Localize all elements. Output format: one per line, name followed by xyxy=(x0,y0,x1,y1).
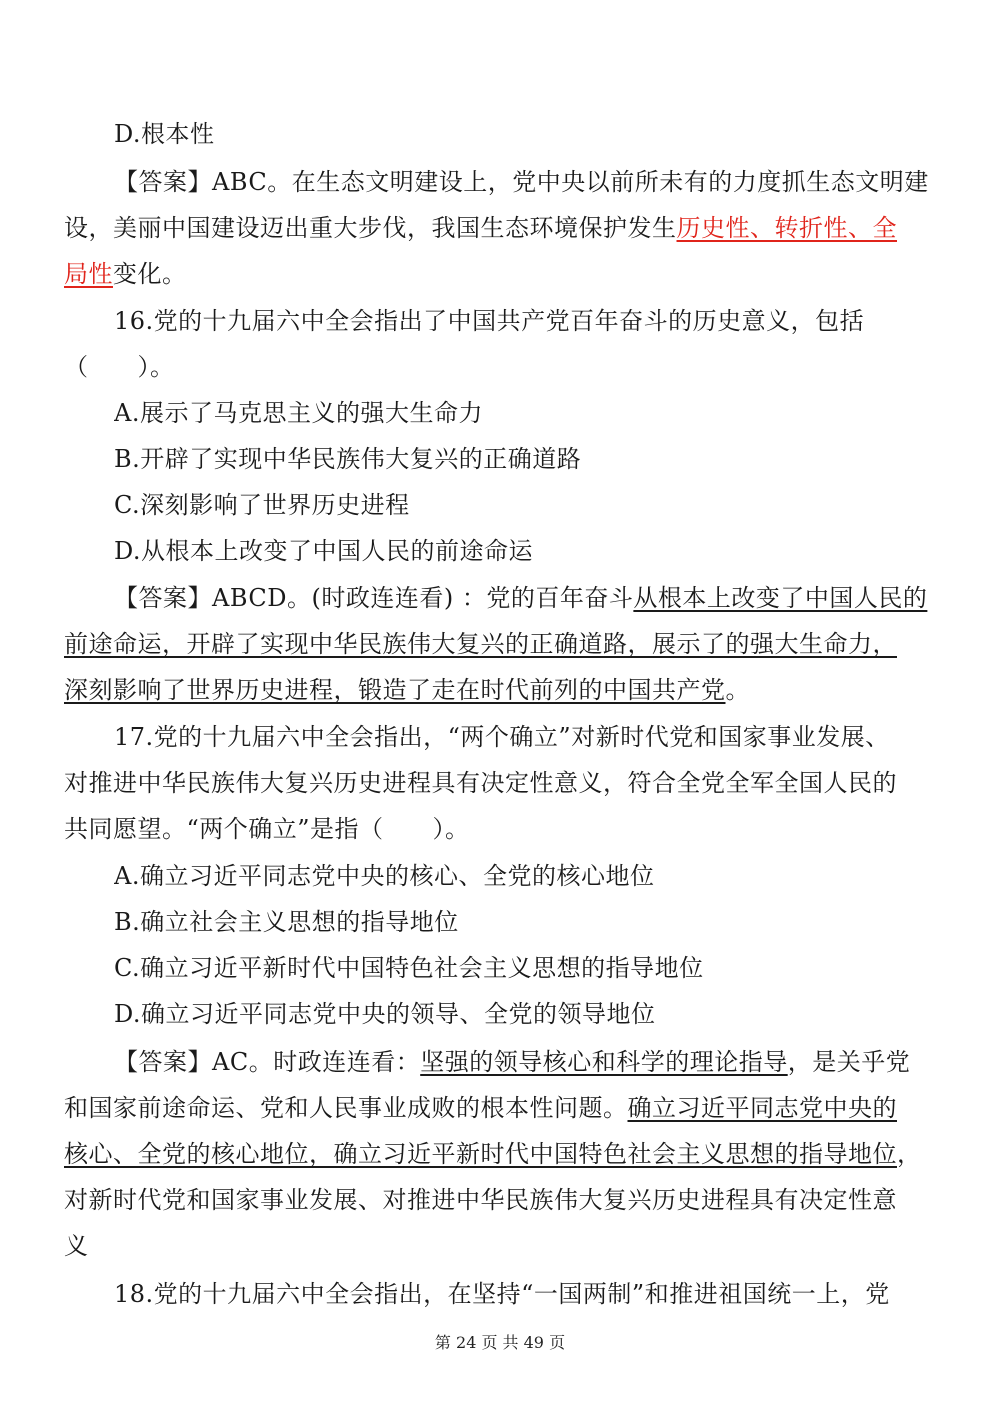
option-b-q16 xyxy=(114,443,982,475)
highlight-text: 历史性、转折性、全 xyxy=(676,214,897,242)
underlined-text: 坚强的领导核心和科学的理论指导 xyxy=(420,1048,788,1076)
answer-text: ，是关乎党 xyxy=(787,1048,911,1076)
option-text: C.确立习近平新时代中国特色社会主义思想的指导地位 xyxy=(114,954,704,982)
question-16-blank xyxy=(64,351,932,383)
option-d-q17 xyxy=(114,998,982,1030)
underlined-text: 确立习近平同志党中央的 xyxy=(627,1094,897,1122)
answer-q15-line2 xyxy=(64,212,932,244)
answer-q17-line2 xyxy=(64,1092,932,1124)
option-a-q17 xyxy=(114,860,982,892)
option-b-q17 xyxy=(114,906,982,938)
option-text: C.深刻影响了世界历史进程 xyxy=(114,491,410,519)
underlined-text: 从根本上改变了中国人民的 xyxy=(633,584,928,612)
answer-text: 【答案】AC。时政连连看： xyxy=(114,1048,421,1076)
answer-text: 。 xyxy=(725,676,750,704)
answer-text: 和国家前途命运、党和人民事业成败的根本性问题。 xyxy=(64,1094,628,1122)
option-text: A.确立习近平同志党中央的核心、全党的核心地位 xyxy=(114,862,655,890)
option-c-q17 xyxy=(114,952,982,984)
option-d-q15 xyxy=(114,118,982,150)
question-text: （ ）。 xyxy=(64,353,175,381)
answer-q17-line5 xyxy=(64,1230,932,1262)
option-text: B.开辟了实现中华民族伟大复兴的正确道路 xyxy=(114,445,582,473)
answer-text: ， xyxy=(897,1140,922,1168)
option-text: A.展示了马克思主义的强大生命力 xyxy=(114,399,483,427)
question-17-line2 xyxy=(64,767,932,799)
option-text: D.确立习近平同志党中央的领导、全党的领导地位 xyxy=(114,1000,656,1028)
question-text: 共同愿望。“两个确立”是指（ ）。 xyxy=(64,815,470,843)
underlined-text: 深刻影响了世界历史进程，锻造了走在时代前列的中国共产党 xyxy=(64,676,726,704)
highlight-text: 局性 xyxy=(64,260,113,288)
option-c-q16 xyxy=(114,489,982,521)
underlined-text: 核心、全党的核心地位，确立习近平新时代中国特色社会主义思想的指导地位 xyxy=(64,1140,897,1168)
answer-q16-line3 xyxy=(64,674,932,706)
answer-q16-line2 xyxy=(64,628,932,660)
answer-q17-line1 xyxy=(114,1046,982,1078)
answer-text: 义 xyxy=(64,1232,89,1260)
answer-text: 对新时代党和国家事业发展、对推进中华民族伟大复兴历史进程具有决定性意 xyxy=(64,1186,897,1214)
underlined-text: 前途命运，开辟了实现中华民族伟大复兴的正确道路，展示了的强大生命力， xyxy=(64,630,897,658)
option-text: D.根本性 xyxy=(114,120,215,148)
question-17-line1 xyxy=(114,721,982,753)
question-16 xyxy=(114,305,982,337)
question-text: 16.党的十九届六中全会指出了中国共产党百年奋斗的历史意义，包括 xyxy=(114,307,865,335)
answer-text: 变化。 xyxy=(113,260,187,288)
question-text: 18.党的十九届六中全会指出，在坚持“一国两制”和推进祖国统一上，党 xyxy=(114,1280,890,1308)
answer-q16-line1 xyxy=(114,582,982,614)
option-text: B.确立社会主义思想的指导地位 xyxy=(114,908,459,936)
answer-text: 【答案】ABCD。(时政连连看) ：党的百年奋斗 xyxy=(114,584,634,612)
answer-q17-line4 xyxy=(64,1184,932,1216)
option-a-q16 xyxy=(114,397,982,429)
answer-q15-line1 xyxy=(114,166,982,198)
page-footer: 第 24 页 共 49 页 xyxy=(434,1333,566,1352)
question-text: 对推进中华民族伟大复兴历史进程具有决定性意义，符合全党全军全国人民的 xyxy=(64,769,897,797)
question-text: 17.党的十九届六中全会指出，“两个确立”对新时代党和国家事业发展、 xyxy=(114,723,890,751)
question-17-line3 xyxy=(64,813,932,845)
option-text: D.从根本上改变了中国人民的前途命运 xyxy=(114,537,534,565)
answer-text: 【答案】ABC。在生态文明建设上，党中央以前所未有的力度抓生态文明建 xyxy=(114,168,929,196)
answer-text: 设，美丽中国建设迈出重大步伐，我国生态环境保护发生 xyxy=(64,214,677,242)
answer-q17-line3 xyxy=(64,1138,932,1170)
option-d-q16 xyxy=(114,535,982,567)
answer-q15-line3 xyxy=(64,258,932,290)
question-18 xyxy=(114,1278,982,1310)
